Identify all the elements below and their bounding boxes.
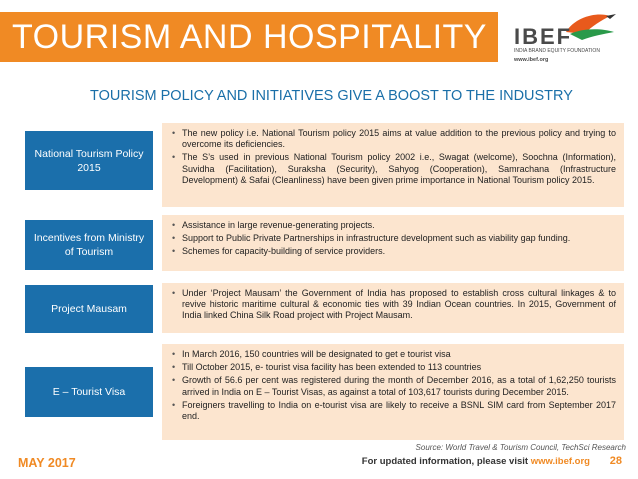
bullet-icon: • (172, 128, 176, 138)
bullet-icon: • (172, 233, 176, 244)
bullet-icon: • (172, 246, 176, 257)
bullet-icon: • (172, 349, 176, 359)
section-content-e-tourist-visa (162, 344, 624, 440)
bullet-icon: • (172, 399, 176, 410)
page-subtitle: TOURISM POLICY AND INITIATIVES GIVE A BOOST TO THE INDUSTRY (90, 88, 573, 104)
ibef-logo[interactable] (506, 10, 634, 66)
list-item: • Growth of 56.6 per cent was registered during the month of December 2016, as a total of 1,62,250 tourists arrived in India on E – Tourist Visas, as against a total of 103,617 tourists during December 2015. (172, 375, 616, 397)
list-item: • In March 2016, 150 countries will be designated to get e tourist visa (172, 349, 451, 359)
list-item: • Foreigners travelling to India on e-tourist visa are likely to receive a BSNL SIM card from September 2017 end. (172, 399, 616, 422)
bullet-icon: • (172, 152, 176, 163)
section-content-national-tourism-policy (162, 123, 624, 207)
section-label-incentives (25, 220, 153, 270)
logo-text: IBEF (514, 24, 573, 49)
section-label-project-mausam (25, 285, 153, 333)
list-item: • The S’s used in previous National Tourism policy 2002 i.e., Swagat (welcome), Soochna (Information), Suvidha (Facilitation), Suraksha (Security), Sahyog (Cooperation), Samrachana (Infrastructure Development) & Safai (Cleanliness) have been given prime importance in National Tourism policy 2015. (172, 152, 616, 185)
section-label-text: National Tourism Policy 2015 (34, 147, 144, 174)
section-label-text: E – Tourist Visa (52, 386, 126, 398)
bullet-icon: • (172, 362, 176, 373)
page-number: 28 (609, 455, 622, 467)
bullet-icon: • (172, 288, 176, 298)
section-label-text: Project Mausam (51, 303, 127, 315)
section-content-incentives (162, 215, 624, 271)
footer-info (362, 456, 590, 467)
list-item: • Assistance in large revenue-generating projects. (172, 220, 375, 230)
footer-info-text: For updated information, please visit (361, 456, 531, 467)
page-title: TOURISM AND HOSPITALITY (12, 18, 487, 56)
section-content-project-mausam (162, 283, 624, 333)
logo-tagline: INDIA BRAND EQUITY FOUNDATION (514, 48, 600, 54)
footer-date: MAY 2017 (18, 456, 76, 470)
logo-url: www.ibef.org (514, 57, 549, 63)
section-label-e-tourist-visa (25, 367, 153, 417)
bullet-icon: • (172, 375, 176, 386)
footer-website-link[interactable]: www.ibef.org (530, 456, 590, 467)
list-item: • Till October 2015, e- tourist visa facility has been extended to 113 countries (172, 362, 482, 373)
bullet-icon: • (172, 220, 176, 230)
list-item: • The new policy i.e. National Tourism policy 2015 aims at value addition to the previous policy and trying to overcome its deficiencies. (172, 128, 616, 150)
source-note: Source: World Travel & Tourism Council, TechSci Research (415, 443, 626, 452)
section-label-text: Incentives from Ministry of Tourism (33, 232, 145, 258)
list-item: • Support to Public Private Partnerships in infrastructure development such as viability gap funding. (172, 233, 571, 244)
list-item: • Schemes for capacity-building of service providers. (172, 246, 386, 257)
list-item: • Under ‘Project Mausam’ the Government of India has proposed to establish cross cultural linkages & to revive historic maritime cultural & economic ties with 39 Indian Ocean countries. In 2015, Government of India linked China Silk Road project with Project Mausam. (172, 288, 616, 321)
section-label-national-tourism-policy (25, 131, 153, 190)
